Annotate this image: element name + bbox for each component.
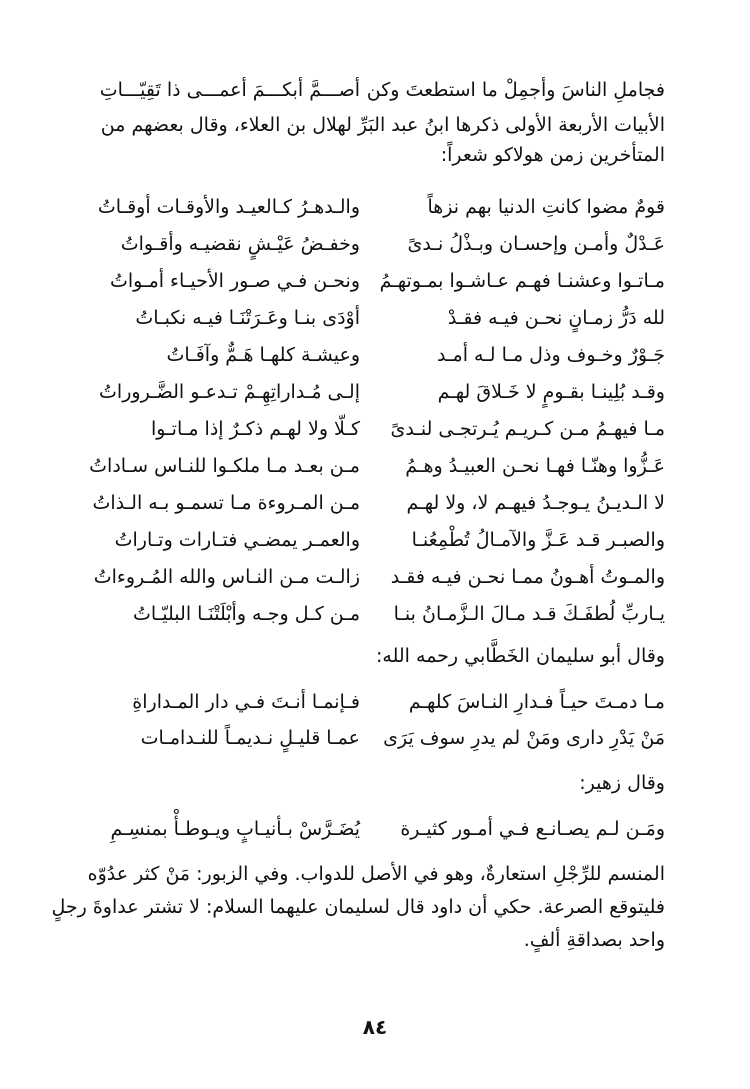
prose-line: واحد بصداقةِ ألفٍ. xyxy=(523,929,665,951)
verse-hemistich-right: جَـوْرٌ وخـوف وذل مـا لـه أمـد xyxy=(436,344,665,366)
poem-introduction: وقال زهير: xyxy=(579,772,665,794)
prose-paragraph-1 xyxy=(55,110,665,170)
verse-hemistich-right: لله دَرُّ زمـانٍ نحـن فيـه فقـدْ xyxy=(447,307,665,329)
verse-hemistich-right: لا الـديـنُ يـوجـدُ فيهـم لا، ولا لهـم xyxy=(406,492,665,514)
prose-paragraph-2 xyxy=(51,858,665,957)
prose-line: المنسم للرِّجْلِ استعارةٌ، وهو في الأصل للدواب. وفي الزبور: مَنْ كثر عدُوّه xyxy=(87,863,665,885)
verse-hemistich-right: مـا فيهـمُ مـن كـريـم يُـرتجـى لنـدىً xyxy=(390,418,665,440)
verse-hemistich-left: وعيشـة كلهـا هَـمٌّ وآفَـاتُ xyxy=(166,344,360,366)
verse-hemistich-left: وخفـضُ عَيْـشٍ نقضيـه وأقـواتُ xyxy=(120,233,360,255)
verse-hemistich-left: والعمـر يمضـي فتـارات وتـاراتُ xyxy=(114,529,360,551)
verse-hemistich-right: عَـدْلٌ وأمـن وإحسـان وبـذْلُ نـدىً xyxy=(407,233,665,255)
verse-hemistich-right: ومَـن لـم يصـانـع فـي أمـور كثيـرة xyxy=(400,818,665,840)
verse-hemistich-right: قومٌ مضوا كانتِ الدنيا بهم نزهاً xyxy=(427,196,665,218)
verse-hemistich-right: والصبـر قـد عَـزَّ والآمـالُ تُطْمِعُنـا xyxy=(411,529,665,551)
verse-hemistich-left: والـدهـرُ كـالعيـد والأوقـات أوقـاتُ xyxy=(97,196,360,218)
verse-hemistich-left: مـن كـل وجـه وأبْلَتْنَـا البليّـاتُ xyxy=(133,603,360,625)
verse-hemistich-left: يُضَـرَّسْ بـأنيـابٍ ويـوطـأْ بمنسِـمِ xyxy=(110,818,360,840)
verse-hemistich-right: مـا دمـتَ حيـاً فـدارِ النـاسَ كلهـم xyxy=(408,691,665,713)
verse-hemistich-right: والمـوتُ أهـونُ ممـا نحـن فيـه فقـد xyxy=(390,566,665,588)
verse-hemistich-left: أوْدَى بنـا وعَـرَتْنَـا فيـه نكبـاتُ xyxy=(135,307,360,329)
verse-hemistich-left: أصـــمَّ أبكـــمَ أعمـــى ذا تَقِيّـــاتِ xyxy=(99,79,360,101)
verse-hemistich-right: مـاتـوا وعشنـا فهـم عـاشـوا بمـوتهـمُ xyxy=(379,270,665,292)
verse-hemistich-left: ونحـن فـي صـور الأحيـاء أمـواتُ xyxy=(110,270,360,292)
poem-introduction: وقال أبو سليمان الخَطَّابي رحمه الله: xyxy=(376,645,665,667)
verse-hemistich-left: زالـت مـن النـاس والله المُـروءاتُ xyxy=(93,566,360,588)
verse-hemistich-right: عَـزُّوا وهنّـا فهـا نحـن العبيـدُ وهـمُ xyxy=(405,455,665,477)
verse-hemistich-left: مـن بعـد مـا ملكـوا للنـاس سـاداتُ xyxy=(89,455,360,477)
verse-hemistich-left: مـن المـروءة مـا تسمـو بـه الـذاتُ xyxy=(92,492,360,514)
verse-hemistich-left: كـلّا ولا لهـم ذكـرٌ إذا مـاتـوا xyxy=(151,418,360,440)
page-number: ٨٤ xyxy=(362,1015,388,1039)
verse-hemistich-right: فجاملِ الناسَ وأجمِلْ ما استطعتَ وكن xyxy=(366,79,665,101)
prose-line: الأبيات الأربعة الأولى ذكرها ابنُ عبد البَرِّ لهلال بن العلاء، وقال بعضهم من xyxy=(100,114,665,136)
verse-hemistich-right: يـاربِّ لُطفَـكَ قـد مـالَ الـزَّمـانُ بنـا xyxy=(393,603,665,625)
verse-hemistich-left: إلـى مُـداراتِهِـمْ تـدعـو الضَّـروراتُ xyxy=(99,381,360,403)
verse-hemistich-left: عمـا قليـلٍ نـديمـاً للنـدامـات xyxy=(140,727,360,749)
prose-line: فليتوقع الصرعة. حكي أن داود قال لسليمان عليهما السلام: لا تشتر عداوةَ رجلٍ xyxy=(51,896,665,918)
verse-hemistich-right: مَنْ يَدْرِ دارى ومَنْ لم يدرِ سوف يَرَى xyxy=(383,727,665,749)
verse-hemistich-left: فـإنمـا أنـتَ فـي دار المـداراةِ xyxy=(132,691,360,713)
verse-hemistich-right: وقـد بُلِينـا بقـومٍ لا خَـلاقَ لهـم xyxy=(437,381,665,403)
prose-line: المتأخرين زمن هولاكو شعراً: xyxy=(440,144,665,166)
